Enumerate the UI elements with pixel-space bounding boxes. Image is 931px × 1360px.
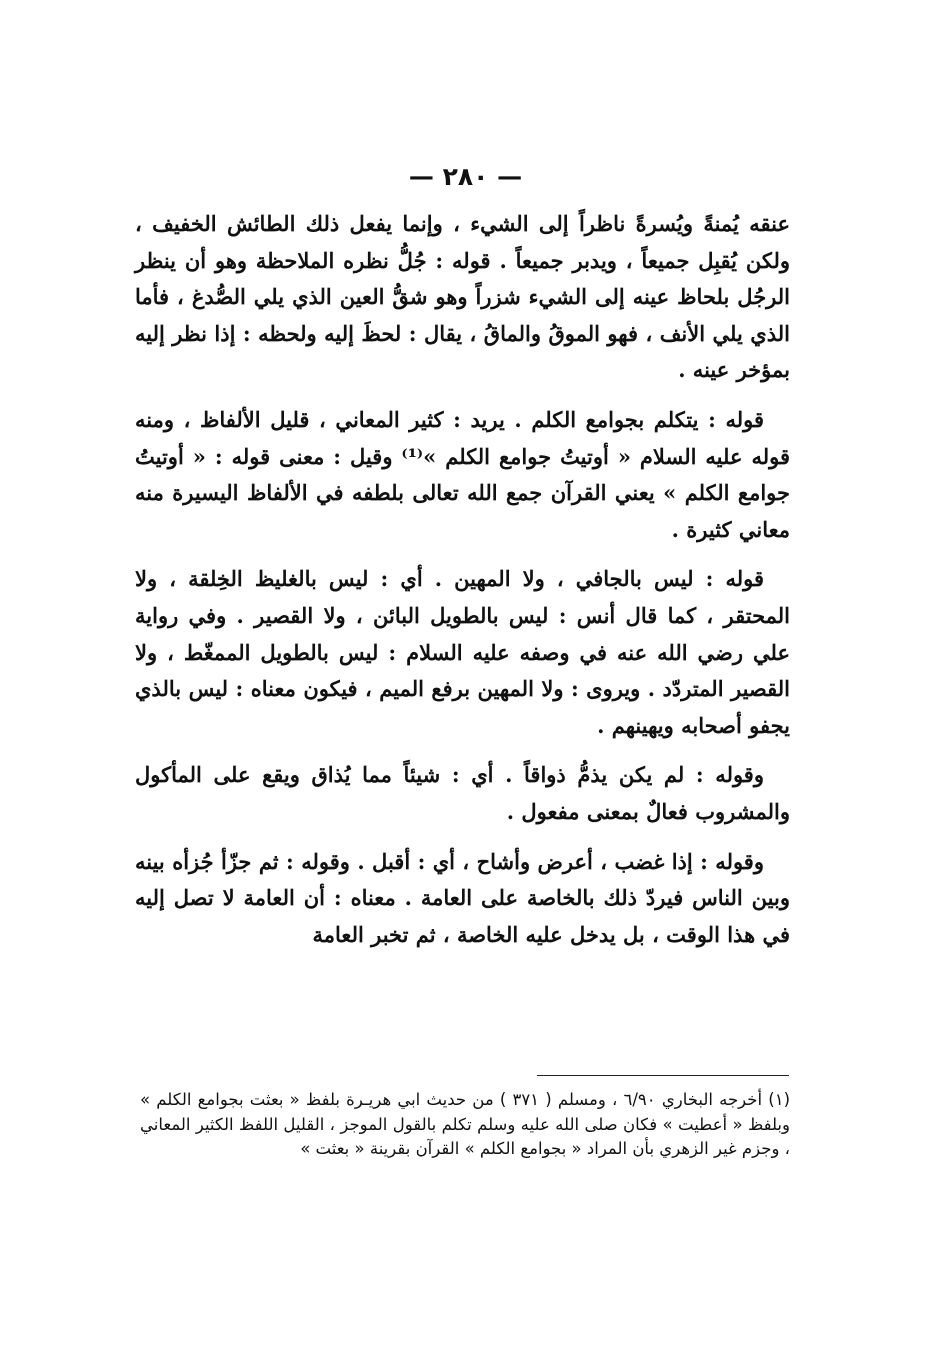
paragraph: عنقه يُمنةً ويُسرةً ناظراً إلى الشيء ، وإنما يفعل ذلك الطائش الخفيف ، ولكن يُقبِل جميعاً ، ويدبر جميعاً . قوله : جُلُّ نظره الملاحظة وهو أن ينظر الرجُل بلحاظ عينه إلى الشيء شزراً وهو شقُّ العين الذي يلي الصُّدغ ، فأما الذي يلي الأنف ، فهو الموقُ والماقُ ، يقال : لحظَ إليه ولحظه : إذا نظر إليه بمؤخر عينه . — [135, 211, 790, 383]
paragraph: قوله : ليس بالجافي ، ولا المهين . أي : ليس بالغليظ الخِلقة ، ولا المحتقر ، كما قال أنس : ليس بالطويل البائن ، ولا القصير . وفي رواية علي رضي الله عنه في وصفه عليه السلام : ليس بالطويل الممغّط ، ولا القصير المتردّد . ويروى : ولا المهين برفع الميم ، فيكون معناه : ليس بالذي يجفو أصحابه ويهينهم . — [135, 566, 790, 738]
footnotes — [140, 1088, 790, 1162]
paragraph: وقوله : لم يكن يذمُّ ذواقاً . أي : شيئاً مما يُذاق ويقع على المأكول والمشروب فعالٌ بمعنى مفعول . — [135, 762, 790, 824]
main-text — [135, 206, 790, 966]
paragraph: قوله : يتكلم بجوامع الكلم . يريد : كثير المعاني ، قليل الألفاظ ، ومنه قوله عليه السلام « أوتيتُ جوامع الكلم »⁽¹⁾ وقيل : معنى قوله : « أوتيتُ جوامع الكلم » يعني القرآن جمع الله تعالى بلطفه في الألفاظ اليسيرة منه معاني كثيرة . — [135, 406, 790, 542]
footnote-separator — [537, 1075, 789, 1076]
page-number: — ٢٨٠ — — [408, 162, 523, 191]
paragraph: وقوله : إذا غضب ، أعرض وأشاح ، أي : أقبل . وقوله : ثم جزّأ جُزأه بينه وبين الناس فيردّ ذلك بالخاصة على العامة . معناه : أن العامة لا تصل إليه في هذا الوقت ، بل يدخل عليه الخاصة ، ثم تخبر العامة — [135, 848, 790, 947]
footnote: (١) أخرجه البخاري ٦/٩٠ ، ومسلم ( ٣٧١ ) من حديث ابي هريـرة بلفظ « بعثت بجوامع الكلم » وبلفظ « أعطيت » فكان صلى الله عليه وسلم تكلم بالقول الموجز ، القليل اللفظ الكثير المعاني ، وجزم غير الزهري بأن المراد « بجوامع الكلم » القرآن بقرينة « بعثت » — [140, 1090, 790, 1158]
